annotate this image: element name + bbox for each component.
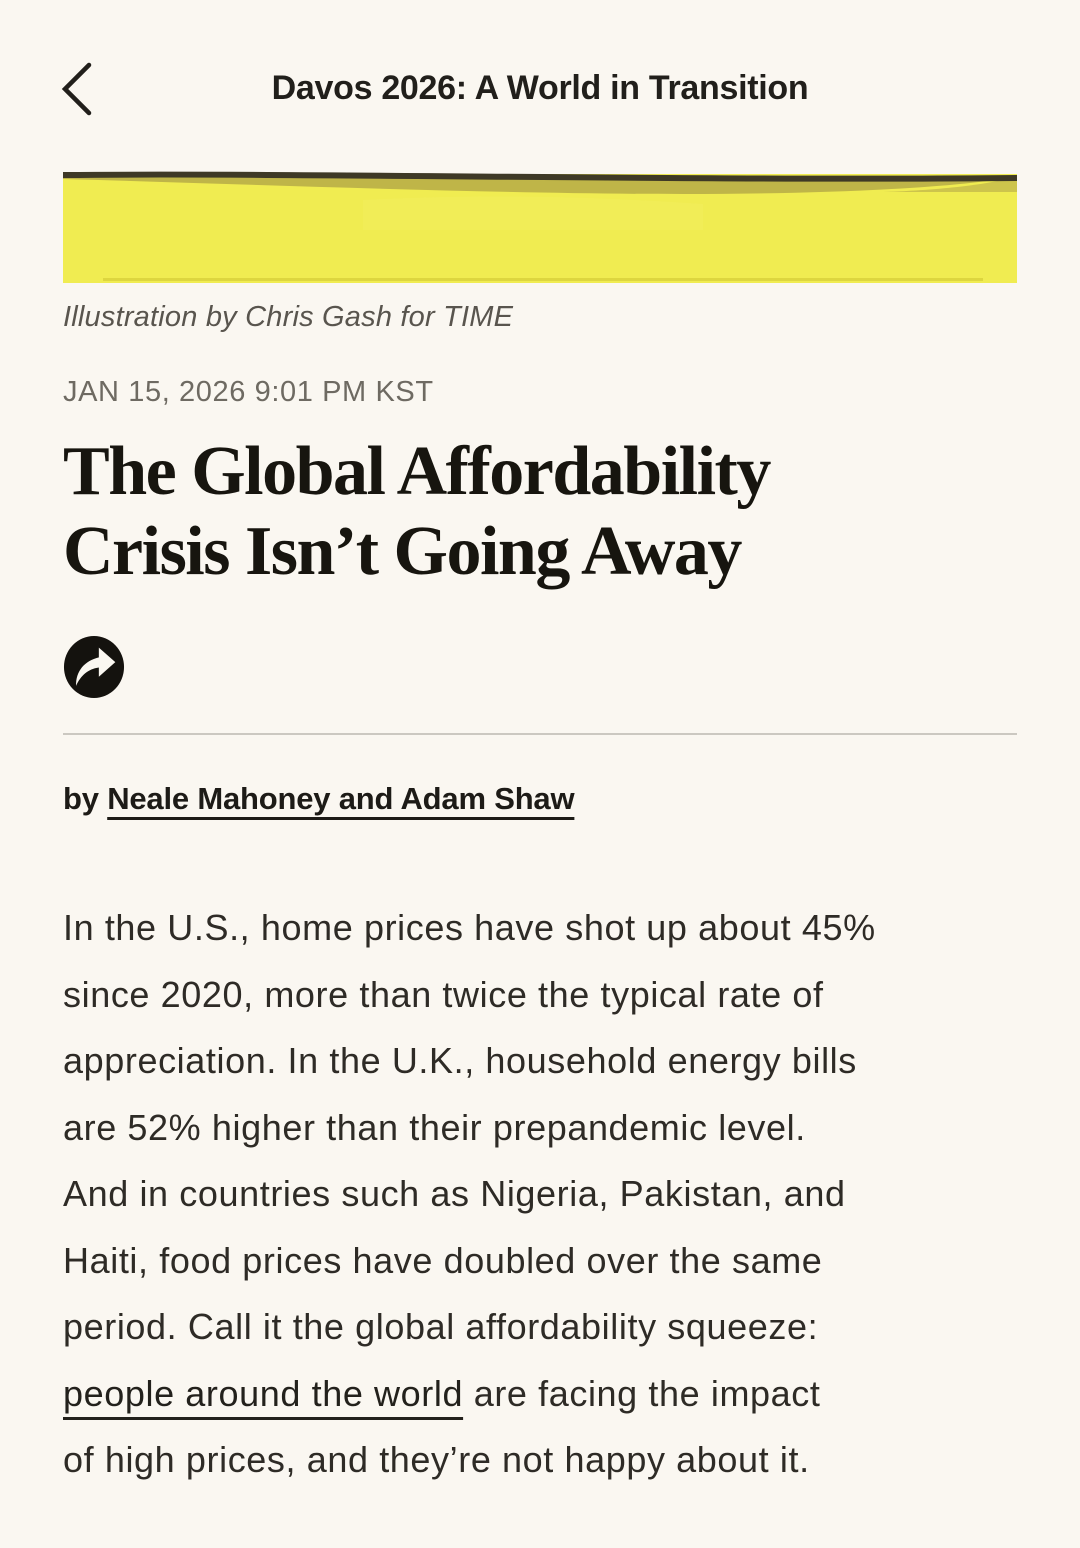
body-line: Haiti, food prices have doubled over the same <box>63 1239 823 1281</box>
body-line: period. Call it the global affordability squeeze: <box>63 1306 819 1347</box>
body-line: of high prices, and they’re not happy about it. <box>63 1439 810 1480</box>
back-button[interactable] <box>60 58 116 122</box>
body-line-tail: are facing the impact <box>463 1372 821 1414</box>
body-line: are 52% higher than their prepandemic level. <box>63 1106 806 1148</box>
article-content <box>63 375 1017 1494</box>
body-line <box>63 1361 1017 1428</box>
timestamp: JAN 15, 2026 9:01 PM KST <box>63 376 434 408</box>
headline <box>63 432 1017 592</box>
chevron-left-icon <box>60 62 94 119</box>
headline-line-2: Crisis Isn’t Going Away <box>63 513 741 590</box>
share-arrow-icon <box>63 687 125 702</box>
body-line: appreciation. In the U.K., household energy bills <box>63 1040 857 1081</box>
byline <box>63 779 1017 819</box>
share-button[interactable] <box>63 635 125 699</box>
body-line: And in countries such as Nigeria, Pakistan, and <box>63 1173 846 1214</box>
hero-caption: Illustration by Chris Gash for TIME <box>63 301 514 333</box>
headline-line-1: The Global Affordability <box>63 433 770 510</box>
divider <box>63 733 1017 735</box>
hero-figure <box>63 170 1017 334</box>
hero-image <box>63 170 1017 283</box>
body-line: In the U.S., home prices have shot up about 45% <box>63 907 876 948</box>
author-link[interactable]: Neale Mahoney and Adam Shaw <box>107 781 575 816</box>
body-paragraph <box>63 895 1017 1494</box>
header-bar <box>0 0 1080 118</box>
byline-prefix: by <box>63 781 108 816</box>
body-link[interactable]: people around the world <box>63 1372 464 1414</box>
header-title: Davos 2026: A World in Transition <box>271 69 809 107</box>
body-line: since 2020, more than twice the typical rate of <box>63 973 824 1015</box>
